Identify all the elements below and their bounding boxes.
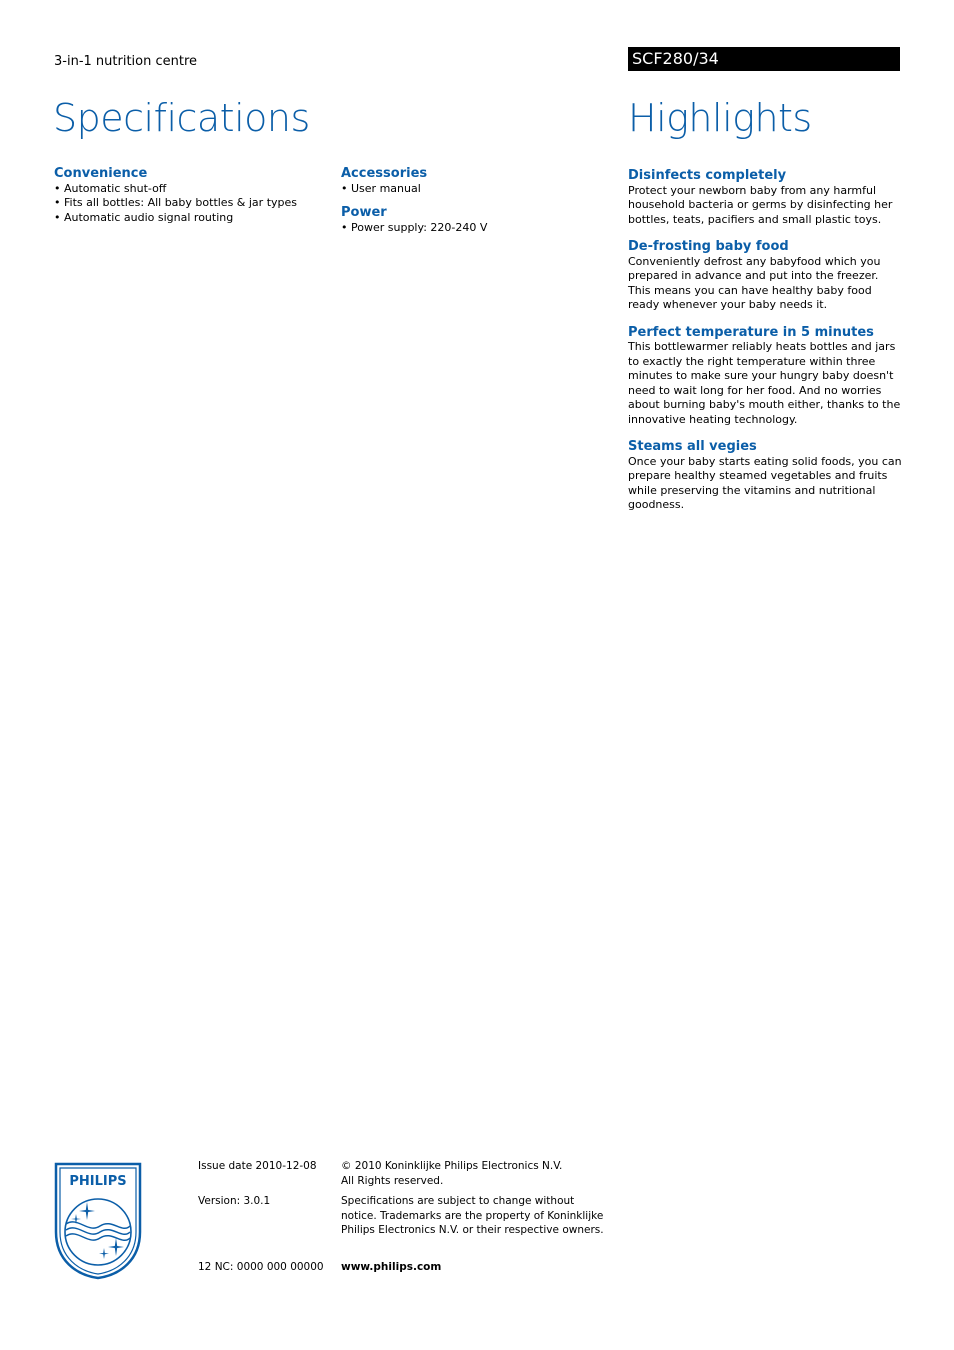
copyright-line-1: © 2010 Koninklijke Philips Electronics N.V.	[341, 1160, 563, 1172]
highlight-heading: Disinfects completely	[628, 168, 787, 183]
website-link[interactable]: www.philips.com	[341, 1261, 442, 1273]
highlight-item	[628, 169, 904, 227]
spec-list	[54, 182, 324, 226]
issue-date: Issue date 2010-12-08	[198, 1160, 317, 1172]
highlight-text: This bottlewarmer reliably heats bottles and jars to exactly the right temperature within three minutes to make sure your hungry baby doesn't need to wait long for her food. And no worries about burning baby's mouth either, thanks to the innovative heating technology.	[628, 340, 901, 426]
spec-item: • Automatic audio signal routing	[54, 211, 324, 226]
highlight-heading: Perfect temperature in 5 minutes	[628, 324, 874, 340]
spec-item: • Automatic shut-off	[54, 182, 324, 197]
highlights-title: Highlights	[628, 96, 812, 140]
version: Version: 3.0.1	[198, 1195, 271, 1207]
highlight-item	[628, 440, 904, 513]
spec-section-accessories	[341, 167, 611, 196]
spec-list	[341, 182, 611, 197]
spec-section-heading: Accessories	[341, 166, 428, 181]
spec-section-convenience	[54, 167, 324, 225]
highlights-column	[628, 169, 904, 526]
disclaimer: Specifications are subject to change without notice. Trademarks are the property of Koninklijke Philips Electronics N.V. or their respective owners.	[341, 1195, 604, 1236]
spec-item: • User manual	[341, 182, 611, 197]
spec-item: • Fits all bottles: All baby bottles & jar types	[54, 196, 324, 211]
highlight-text: Once your baby starts eating solid foods, you can prepare healthy steamed vegetables and fruits while preserving the vitamins and nutritional goodness.	[628, 454, 902, 511]
spec-column-2	[341, 167, 611, 245]
spec-list	[341, 221, 611, 236]
nc-number: 12 NC: 0000 000 00000	[198, 1261, 324, 1273]
spec-item: • Power supply: 220-240 V	[341, 221, 611, 236]
model-number-bar: SCF280/34	[628, 47, 900, 71]
highlight-item	[628, 240, 904, 313]
highlight-heading: Steams all vegies	[628, 439, 757, 454]
logo-wordmark: PHILIPS	[69, 1174, 127, 1189]
product-subtitle: 3-in-1 nutrition centre	[54, 54, 198, 69]
highlight-heading: De-frosting baby food	[628, 239, 789, 254]
copyright-line-2: All Rights reserved.	[341, 1174, 444, 1187]
spec-section-power	[341, 206, 611, 235]
highlight-item	[628, 326, 904, 428]
highlight-text: Protect your newborn baby from any harmful household bacteria or germs by disinfecting her bottles, teats, pacifiers and small plastic toys.	[628, 183, 893, 226]
spec-section-heading: Power	[341, 205, 387, 220]
philips-shield-logo	[54, 1162, 142, 1280]
specifications-title: Specifications	[53, 96, 310, 140]
copyright	[341, 1159, 611, 1188]
spec-column-1	[54, 167, 324, 235]
spec-section-heading: Convenience	[54, 166, 148, 181]
highlight-text: Conveniently defrost any babyfood which you prepared in advance and put into the freezer. This means you can have healthy baby food ready whenever your baby needs it.	[628, 254, 881, 311]
